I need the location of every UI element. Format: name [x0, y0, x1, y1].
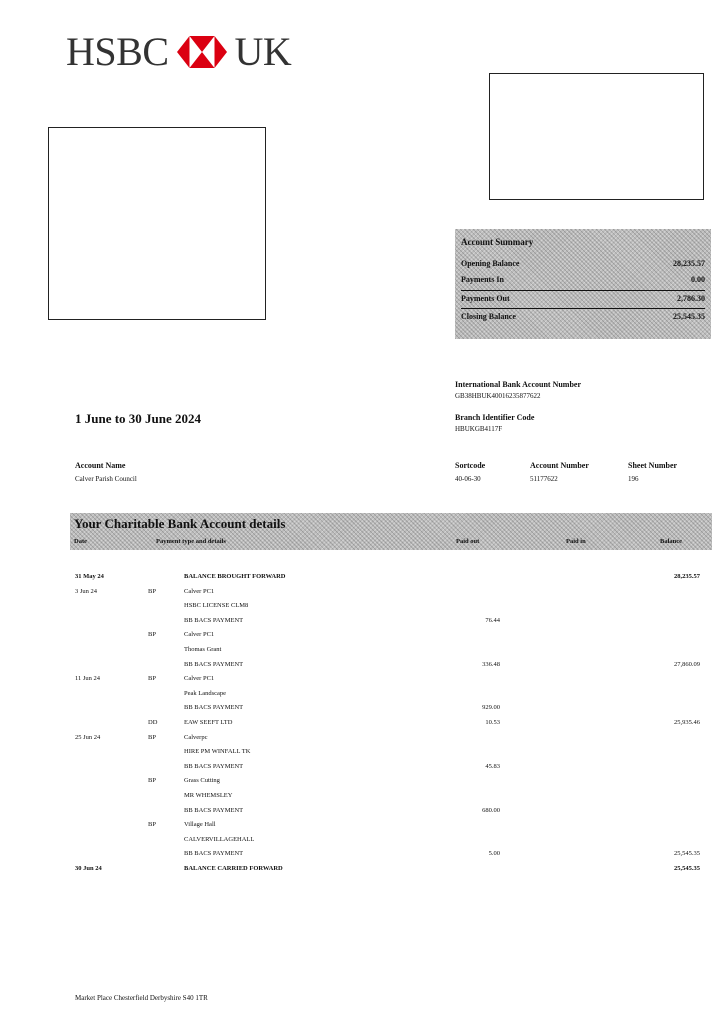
- address-box-right: [489, 73, 704, 200]
- summary-value: 28,235.57: [673, 258, 705, 268]
- col-paid-out: Paid out: [456, 538, 480, 545]
- account-summary: [455, 229, 711, 339]
- tx-description: Thomas Grant: [184, 646, 222, 653]
- brand-right-text: UK: [234, 29, 292, 74]
- tx-description: BB BACS PAYMENT: [184, 850, 244, 857]
- bic-label: Branch Identifier Code: [455, 413, 535, 422]
- tx-description: MR WHEMSLEY: [184, 792, 233, 799]
- tx-balance: 28,235.57: [674, 573, 700, 580]
- iban-value: GB38HBUK40016235877622: [455, 392, 541, 400]
- summary-value: 25,545.35: [673, 311, 705, 321]
- summary-label: Closing Balance: [461, 311, 516, 321]
- tx-description: BALANCE CARRIED FORWARD: [184, 865, 283, 872]
- tx-paid-out: 76.44: [485, 617, 500, 624]
- tx-description: BB BACS PAYMENT: [184, 807, 244, 814]
- tx-date: 30 Jun 24: [75, 865, 102, 872]
- account-name-label: Account Name: [75, 461, 126, 470]
- summary-row-out: [461, 290, 705, 305]
- tx-date: 31 May 24: [75, 573, 104, 580]
- tx-balance: 25,935.46: [674, 719, 700, 726]
- tx-balance: 27,860.09: [674, 661, 700, 668]
- tx-paid-out: 680.00: [482, 807, 500, 814]
- tx-date: 11 Jun 24: [75, 675, 101, 682]
- sheet-number-value: 196: [628, 475, 639, 483]
- tx-description: HIRE PM WINFALL TK: [184, 748, 251, 755]
- tx-type: DD: [148, 719, 158, 726]
- tx-type: BP: [148, 631, 156, 638]
- tx-description: Calver PC1: [184, 588, 215, 595]
- branch-address: Market Place Chesterfield Derbyshire S40 1TR: [75, 994, 208, 1002]
- tx-paid-out: 10.53: [485, 719, 500, 726]
- summary-row-opening: [461, 256, 705, 270]
- tx-description: BB BACS PAYMENT: [184, 617, 244, 624]
- tx-description: CALVERVILLAGEHALL: [184, 836, 255, 843]
- brand-left-text: HSBC: [66, 29, 169, 74]
- account-number-label: Account Number: [530, 461, 589, 470]
- tx-description: EAW SEEFT LTD: [184, 719, 233, 726]
- tx-paid-out: 336.48: [482, 661, 500, 668]
- tx-balance: 25,545.35: [674, 865, 700, 872]
- summary-value: 2,786.30: [677, 293, 705, 303]
- hsbc-logo: [66, 30, 291, 74]
- col-balance: Balance: [660, 538, 683, 545]
- tx-description: Calver PC1: [184, 675, 215, 682]
- hsbc-hexagon-icon: [177, 36, 227, 68]
- summary-title: Account Summary: [461, 237, 534, 247]
- sheet-number-label: Sheet Number: [628, 461, 678, 470]
- col-details: Payment type and details: [156, 538, 226, 545]
- bic-value: HBUKGB4117F: [455, 425, 503, 433]
- summary-value: 0.00: [691, 274, 705, 284]
- summary-label: Payments In: [461, 274, 504, 284]
- tx-type: BP: [148, 821, 156, 828]
- address-box-left: [48, 127, 266, 320]
- summary-row-in: [461, 272, 705, 286]
- summary-label: Payments Out: [461, 293, 510, 303]
- details-header: [70, 513, 712, 550]
- sortcode-value: 40-06-30: [455, 475, 481, 483]
- tx-description: BB BACS PAYMENT: [184, 704, 244, 711]
- col-date: Date: [74, 538, 87, 545]
- details-title: Your Charitable Bank Account details: [74, 516, 286, 531]
- tx-type: BP: [148, 588, 156, 595]
- tx-date: 3 Jun 24: [75, 588, 98, 595]
- tx-date: 25 Jun 24: [75, 734, 101, 741]
- tx-description: Grass Cutting: [184, 777, 220, 784]
- tx-paid-out: 929.00: [482, 704, 500, 711]
- tx-description: Calver PC1: [184, 631, 215, 638]
- tx-description: Calverpc: [184, 734, 208, 741]
- account-number-value: 51177622: [530, 475, 558, 483]
- sortcode-label: Sortcode: [455, 461, 486, 470]
- tx-description: Village Hall: [184, 821, 216, 828]
- tx-description: HSBC LICENSE CLM8: [184, 602, 249, 609]
- tx-paid-out: 5.00: [488, 850, 500, 857]
- tx-description: BB BACS PAYMENT: [184, 661, 244, 668]
- account-name-value: Calver Parish Council: [75, 475, 137, 483]
- statement-period: 1 June to 30 June 2024: [75, 411, 202, 426]
- summary-label: Opening Balance: [461, 258, 520, 268]
- tx-type: BP: [148, 734, 156, 741]
- summary-row-closing: [461, 308, 705, 323]
- tx-type: BP: [148, 777, 156, 784]
- tx-description: BB BACS PAYMENT: [184, 763, 244, 770]
- tx-description: Peak Landscape: [184, 690, 227, 697]
- col-paid-in: Paid in: [566, 538, 586, 545]
- tx-paid-out: 45.83: [485, 763, 500, 770]
- tx-balance: 25,545.35: [674, 850, 700, 857]
- tx-description: BALANCE BROUGHT FORWARD: [184, 573, 286, 580]
- iban-label: International Bank Account Number: [455, 380, 582, 389]
- tx-type: BP: [148, 675, 156, 682]
